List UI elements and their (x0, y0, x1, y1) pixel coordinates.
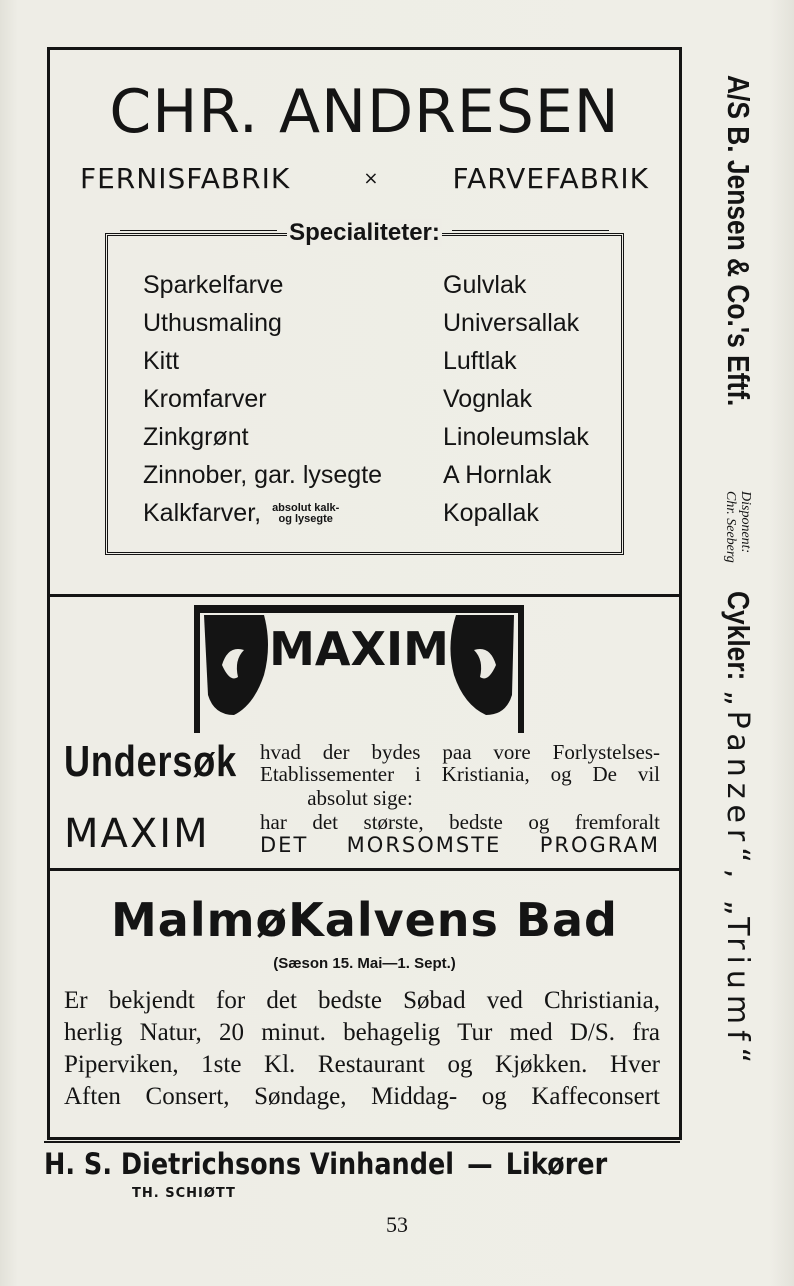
kalk-note-line2: og lysegte (278, 513, 333, 526)
maxim-program-line: DET MORSOMSTE PROGRAM (260, 833, 660, 857)
specialty-item: Kromfarver (143, 385, 267, 413)
footer-shop-line (44, 1147, 607, 1181)
kalk-note-line1: absolut kalk- (272, 502, 340, 515)
specialty-item: Sparkelfarve (143, 271, 284, 299)
specialty-item-kalkfarver (143, 494, 382, 532)
maxim-logo (194, 605, 524, 733)
bad-text-line: Piperviken, 1ste Kl. Restaurant og Kjøkken. Hver (64, 1051, 660, 1078)
bad-text-line: Aften Consert, Søndage, Middag- og Kaffeconsert (64, 1083, 660, 1110)
side-cykler: Cykler: (721, 591, 756, 681)
advertisement-frame (47, 47, 682, 1140)
specialties-header (108, 219, 621, 247)
bad-season: (Sæson 15. Mai—1. Sept.) (273, 955, 456, 972)
footer-dash: — (467, 1147, 493, 1181)
specialty-item: Gulvlak (443, 271, 527, 299)
maxim-ad (50, 597, 679, 871)
andresen-trades (80, 162, 649, 195)
bad-ad (50, 871, 679, 1137)
header-rule-right (452, 230, 609, 236)
undersok-headline: Undersøk (64, 737, 237, 786)
maxim-text-line: har det største, bedste og fremforalt (260, 810, 660, 834)
specialties-box (105, 219, 624, 555)
specialty-item: Luftlak (443, 347, 517, 375)
disponent-label: Disponent: (738, 491, 753, 554)
trade-fernisfabrik: FERNISFABRIK (80, 162, 291, 195)
header-rule-left (120, 230, 277, 236)
specialties-heading: Specialiteter: (289, 219, 440, 246)
specialty-item: Zinnober, gar. lysegte (143, 461, 383, 489)
bad-text-line: herlig Natur, 20 minut. behagelig Tur med D/S. fra (64, 1019, 660, 1046)
specialty-item: Uthusmaling (143, 309, 282, 337)
specialty-item: Linoleumslak (443, 423, 589, 451)
maxim-text-line: Etablissementer i Kristiania, og De vil (260, 762, 660, 786)
trade-farvefabrik: FARVEFABRIK (452, 162, 649, 195)
shop-owner: TH. SCHIØTT (132, 1186, 236, 1201)
bad-title: MalmøKalvens Bad (111, 893, 618, 947)
specialty-item: A Hornlak (443, 461, 552, 489)
specialty-item: Zinkgrønt (143, 423, 249, 451)
maxim-text-line: absolut sige: (307, 786, 413, 810)
side-brands: „Panzer“, „Triumf“ (720, 690, 756, 1070)
side-disponent (723, 491, 753, 581)
specialty-item: Universallak (443, 309, 580, 337)
maxim-text-line: hvad der bydes paa vore Forlystelses- (260, 740, 660, 764)
page-number: 53 (386, 1212, 408, 1237)
footer-rule (44, 1141, 680, 1143)
specialties-left-column (143, 266, 382, 532)
kalk-note (272, 503, 339, 525)
specialty-item: Kopallak (443, 499, 539, 527)
side-company: A/S B. Jensen & Co.'s Eftf. (721, 75, 756, 407)
separator-mark: × (363, 168, 380, 189)
specialty-item: Kitt (143, 347, 180, 375)
disponent-name: Chr. Seeberg (723, 491, 738, 563)
shop-name: H. S. Dietrichsons Vinhandel (44, 1147, 455, 1181)
side-advertisement (710, 75, 766, 1175)
shop-product: Likører (505, 1147, 608, 1181)
andresen-ad (50, 50, 679, 597)
specialties-right-column (443, 266, 589, 532)
specialty-item: Vognlak (443, 385, 532, 413)
specialty-item: Kalkfarver, (143, 499, 262, 527)
maxim-name: MAXIM (64, 811, 210, 857)
andresen-title: CHR. ANDRESEN (109, 77, 620, 147)
maxim-logo-text: MAXIM (269, 622, 449, 676)
bad-text-line: Er bekjendt for det bedste Søbad ved Christiania, (64, 987, 660, 1014)
